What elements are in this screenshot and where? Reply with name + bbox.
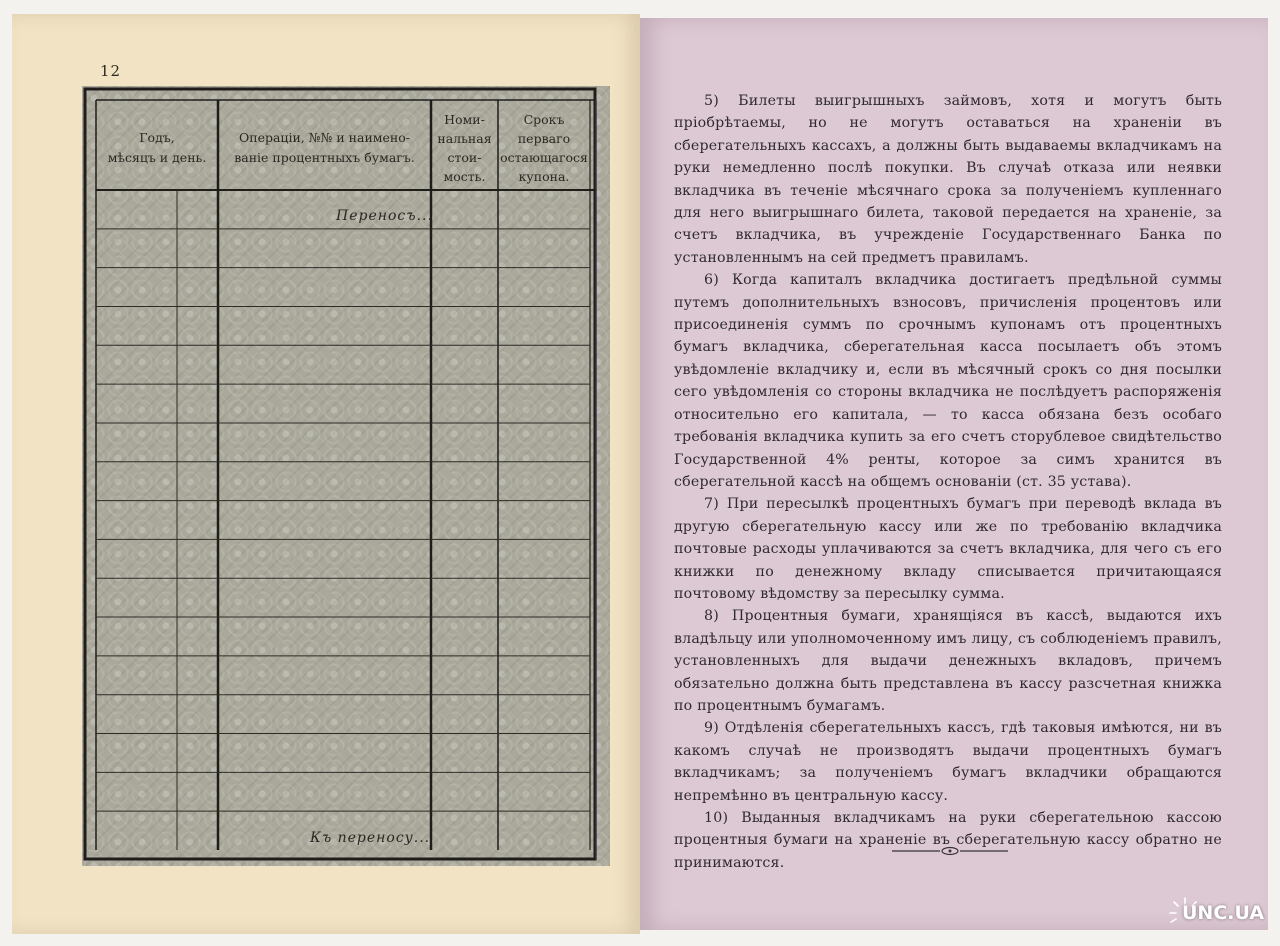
to-carry-label: Къ переносу... — [310, 830, 431, 846]
carried-forward-label: Переносъ... — [336, 208, 433, 224]
paragraph-10: 10) Выданныя вкладчикамъ на руки сберегательною кассою процентныя бумаги на храненіе въ сберегательную кассу обратно не принимаются. — [674, 810, 1222, 871]
paragraph-8: 8) Процентныя бумаги, хранящіяся въ кассѣ, выдаются ихъ владѣльцу или уполномоченному имъ лицу, съ соблюденіемъ правилъ, установленныхъ для выдачи денежныхъ вкладовъ, причемъ обязательно должна быть представлена въ кассу разсчетная книжка по процентнымъ бумагамъ. — [674, 608, 1222, 714]
paragraph-6: 6) Когда капиталъ вкладчика достигаетъ предѣльной суммы путемъ дополнительныхъ взносовъ, причисленія процентовъ или присоединенія суммъ по срочнымъ купонамъ отъ процентныхъ бумагъ вкладчика, сберегательная касса посылаетъ объ этомъ увѣдомленіе вкладчику и, если въ мѣсячный срокъ со дня посылки сего увѣдомленія со стороны вкладчика не послѣдуетъ распоряженія относительно его капитала, — то касса обязана безъ особаго требованія вкладчика купить за его счетъ сторублевое свидѣтельство Государственной 4% ренты, которое за симъ хранится въ сберегательной кассѣ на общемъ основаніи (ст. 35 устава). — [674, 272, 1222, 490]
ledger-table — [82, 86, 610, 866]
ledger-grid — [82, 86, 610, 866]
paragraph-9: 9) Отдѣленія сберегательныхъ кассъ, гдѣ таковыя имѣются, ни въ какомъ случаѣ не производятъ выдачи процентныхъ бумагъ вкладчикамъ; за полученіемъ бумагъ вкладчики обращаются непремѣнно въ центральную кассу. — [674, 720, 1222, 804]
rules-text — [674, 90, 1222, 874]
paragraph-7: 7) При пересылкѣ процентныхъ бумагъ при переводѣ вклада въ другую сберегательную кассу или же по требованію вкладчика почтовые расходы уплачиваются за счетъ вкладчика, для чего съ его книжки по денежному вкладу списывается причитающаяся почтовому вѣдомству за пересылку сумма. — [674, 496, 1222, 602]
watermark-text: UNC.UA — [1182, 902, 1265, 924]
ornament-divider — [890, 844, 1010, 858]
site-watermark — [1168, 886, 1276, 936]
paragraph-5: 5) Билеты выигрышныхъ займовъ, хотя и могутъ быть пріобрѣтаемы, но не могутъ оставаться на храненіи въ сберегательныхъ кассахъ, а должны быть выдаваемы вкладчикамъ на руки немедленно послѣ покупки. Въ случаѣ отказа или неявки вкладчика въ теченіе мѣсячнаго срока за полученіемъ купленнаго для него выигрышнаго билета, таковой передается на храненіе, за счетъ вкладчика, въ учрежденіе Государственнаго Банка по установленнымъ на сей предметъ правиламъ. — [674, 93, 1222, 266]
right-page — [640, 18, 1268, 930]
header-nominal-value: Номи- нальная стои- мость. — [437, 112, 492, 184]
header-date: Годъ, мѣсяцъ и день. — [107, 130, 207, 165]
header-operations: Операціи, №№ и наимено- ваніе процентныхъ бумагъ. — [234, 130, 415, 165]
header-coupon-term: Срокъ перваго остающагося купона. — [500, 112, 588, 184]
page-number: 12 — [100, 62, 122, 80]
left-page — [12, 14, 640, 934]
